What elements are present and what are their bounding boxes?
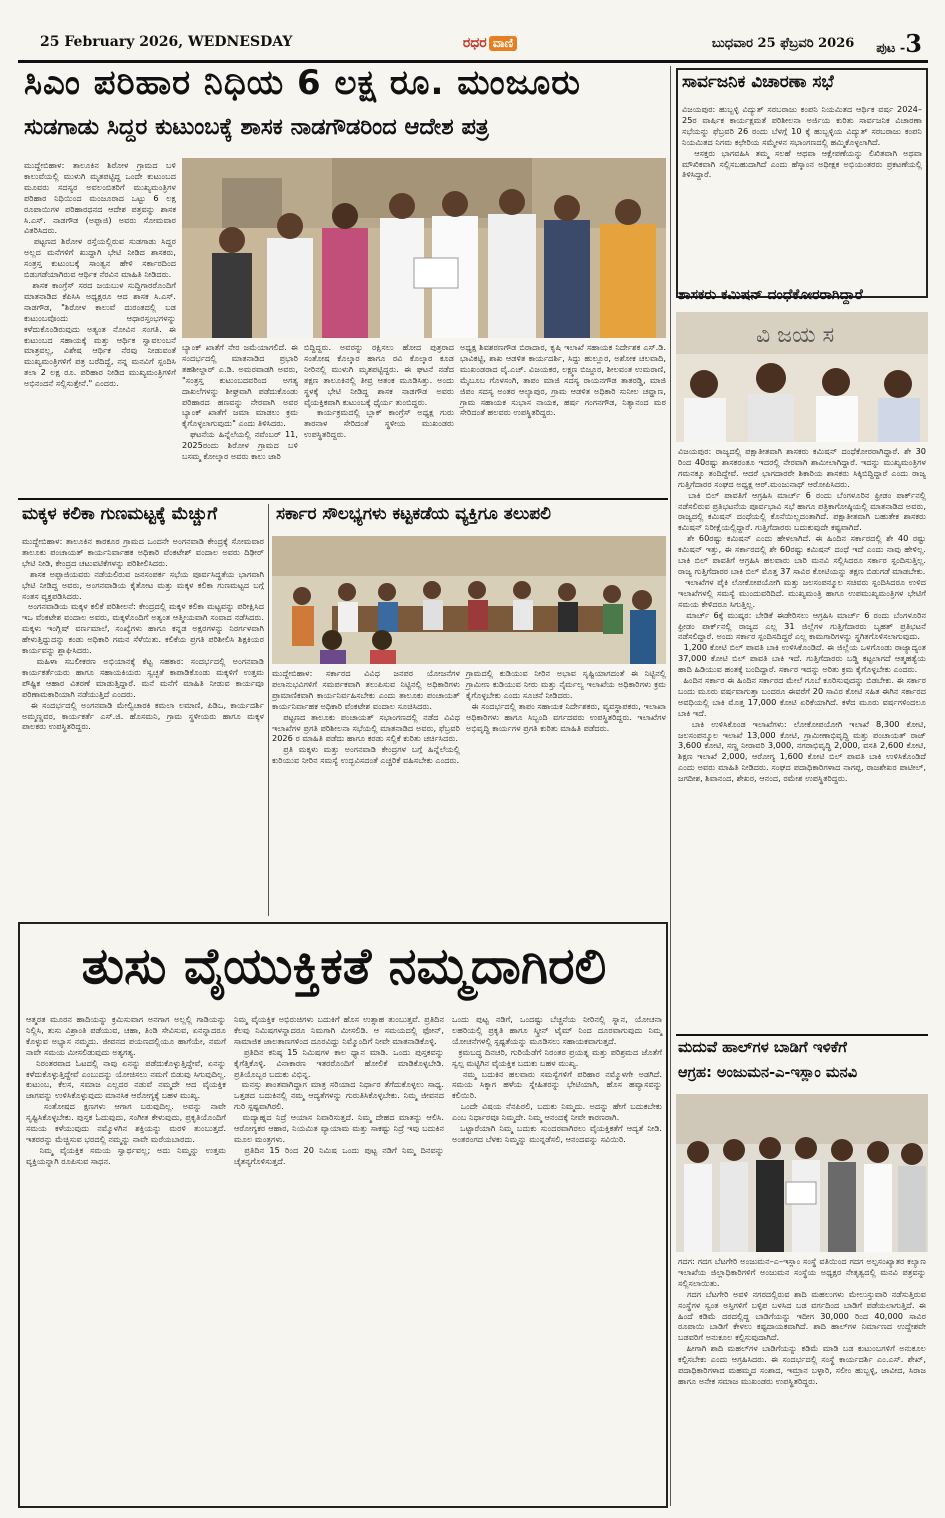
lead-bottom-rule xyxy=(18,498,668,500)
govt-headline: ಸರ್ಕಾರ ಸೌಲಭ್ಯಗಳು ಕಟ್ಟಕಡೆಯ ವ್ಯಕ್ತಿಗೂ ತಲುಪಲಿ xyxy=(276,504,551,524)
mla-headline: ಶಾಸಕರು ಕಮಿಷನ್ ದಂಧೆಕೋರರಾಗಿದ್ದಾರೆ xyxy=(678,287,863,303)
kids-headline: ಮಕ್ಕಳ ಕಲಿಕಾ ಗುಣಮಟ್ಟಕ್ಕೆ ಮೆಚ್ಚುಗೆ xyxy=(22,504,218,524)
govt-photo xyxy=(272,536,666,664)
right-top-body: ವಿಜಯಪುರ: ಹುಬ್ಬಳ್ಳಿ ವಿದ್ಯುತ್ ಸರಬರಾಜು ಕಂಪನಿ ನಿಯಮಿತದ ಆರ್ಥಿಕ ವರ್ಷ 2024–25ರ ವಾರ್ಷಿಕ ಕಾರ್ಯಕ್ಷಮತೆ ಪರಿಶೀಲನಾ ಅರ್ಜಿಯ ಕುರಿತು ಸಾರ್ವಜನಿಕ ವಿಚಾರಣಾ ಸಭೆಯನ್ನು ಫೆಬ್ರವರಿ 26 ರಂದು ಬೆಳಗ್ಗೆ 10 ಕ್ಕೆ ಹುಬ್ಬಳ್ಳಿಯ ವಿದ್ಯುತ್ ಸರಬರಾಜು ಕಂಪನಿ ನಿಯಮಿತದ ನಿಗಮ ಕಛೇರಿಯ ಸಮ್ಮೇಳನ ಸಭಾಂಗಣದಲ್ಲಿ ಹಮ್ಮಿಕೊಳ್ಳಲಾಗಿದೆ. ಆಸಕ್ತರು ಭಾಗವಹಿಸಿ ತಮ್ಮ ಸಲಹೆ ಆಥವಾ ಆಕ್ಷೇಪಣೆಯನ್ನು ಲಿಖಿತವಾಗಿ ಅಥವಾ ಮೌಖಿಕವಾಗಿ ಸಲ್ಲಿಸಬಹುದಾಗಿದೆ ಎಂದು ಹೆಸ್ಕಾಂನ ಅಧೀಕ್ಷಕ ಅಭಿಯಂತರರು ಪ್ರಕಟಣೆಯಲ್ಲಿ ತಿಳಿಸಿದ್ದಾರೆ. xyxy=(682,104,922,180)
masthead-right xyxy=(640,28,922,58)
lead-body-col4: ಅಧ್ಯಕ್ಷ ಶಿವಶರಣಗೌಡ ಬಿರಾದಾರ, ಕೃಷಿ ಇಲಾಖೆ ಸಹಾಯಕ ನಿರ್ದೇಶಕ ಎಸ್.ಡಿ. ಭಾವಿಕಟ್ಟಿ, ಶಾಖ ಆಡಳಿತ ಕಾರ್ಯದರ್ಶಿ, ಸಿದ್ದು ಹುಲ್ಲೂರ, ಅಶೋಕ ಚಲವಾದಿ, ಮುಖಂಡರಾದ ವೈ.ಎಚ್. ವಿಜಯಕರ, ಲಕ್ಷ್ಮಣ ಬಿಜ್ಜೂರ, ಶೀಲವಂತ ಉಮರಾಣಿ, ಮೈಬೂಬ ಗೊಳಸಂಗಿ, ತಾಪಂ ಮಾಜಿ ಸದಸ್ಯ ರಾಯನಗೌಡ ತಾತರಡ್ಡಿ, ಮಾಜಿ ಜಿಪಂ ಸದಸ್ಯ ಅಂತರ ಆಲ್ಯಾಪುರ, ಗ್ರಾಮ ಆಡಳಿತ ಅಧಿಕಾರಿ ಸುನೀಲ ಚವ್ಹಾಣ, ಗ್ರಾಮ ಸಹಾಯಕ ಸುಭಾಸ ನಾಯಕ, ಹರ್ಷ ಗಂಗನಗೌಡ, ನಿತ್ಯಾನಂದ ಮಠ ಸೇರಿದಂತೆ ಹಲವರು ಉಪಸ್ಥಿತರಿದ್ದರು. xyxy=(460,342,669,418)
hall-photo-illustration xyxy=(676,1094,928,1252)
hall-photo xyxy=(676,1094,928,1252)
svg-text:ವಿ ಜಯ ಸ: ವಿ ಜಯ ಸ xyxy=(756,323,835,348)
masthead-date-english: 25 February 2026, WEDNESDAY xyxy=(40,34,293,50)
logo-main-text: ರಧರ xyxy=(462,35,487,51)
govt-body-col2: ಗ್ರಾಮದಲ್ಲಿ ಕುಡಿಯುವ ನೀರಿನ ಅಭಾವ ಸೃಷ್ಟಿಯಾಗದಂತೆ ಈ ನಿಟ್ಟಿನಲ್ಲಿ ಗ್ರಾಮೀಣ ಕುಡಿಯುವ ನೀರು ಮತ್ತು ನೈರ್ಮಲ್ಯ ಇಲಾಖೆಯ ಅಧಿಕಾರಿಗಳು ಕ್ರಮ ಕೈಗೊಳ್ಳಬೇಕು ಎಂದು ಸೂಚನೆ ನೀಡಿದರು. ಈ ಸಂದರ್ಭದಲ್ಲಿ ತಾಪಂ ಸಹಾಯಕ ನಿರ್ದೇಶಕರು, ವ್ಯವಸ್ಥಾಪಕರು, ಇಲಾಖಾ ಅಧಿಕಾರಿಗಳು ಹಾಗೂ ಸಿಬ್ಬಂದಿ ವರ್ಗದವರು ಉಪಸ್ಥಿತರಿದ್ದರು. ಇಲಾಖೆಗಳ ಅಭಿವೃದ್ಧಿ ಕಾರ್ಯಗಳ ಪ್ರಗತಿ ಕುರಿತು ಮಾಹಿತಿ ಪಡೆದರು. xyxy=(466,668,666,733)
masthead-logo xyxy=(430,32,550,54)
editorial-headline: ತುಸು ವೈಯುಕ್ತಿಕತೆ ನಮ್ಮದಾಗಿರಲಿ xyxy=(81,937,607,995)
mla-photo-illustration xyxy=(676,312,928,442)
kids-body: ಮುದ್ದೇಬಿಹಾಳ: ತಾಲೂಕಿನ ಕಾರಕೂರ ಗ್ರಾಮದ ಒಂದನೇ ಅಂಗನವಾಡಿ ಕೇಂದ್ರಕ್ಕೆ ಸೋಮವಾರ ತಾಲೂಕು ಪಂಚಾಯತ್ ಕಾರ್ಯನಿರ್ವಾಹಕ ಅಧಿಕಾರಿ ವೆಂಕಟೇಶ್ ವಂದಾಲ ಅವರು ದಿಢೀರ್ ಭೇಟಿ ನೀಡಿ, ಕೇಂದ್ರದ ಚಟುವಟಿಕೆಗಳನ್ನು ಪರಿಶೀಲಿಸಿದರು. ಶಾಸಕ ಅಪ್ಪಾಜಿಯವರು ನಡೆಯಲಿರುವ ಜನಸಂಪರ್ಕ ಸಭೆಯ ಪೂರ್ವಸಿದ್ಧತೆಯ ಭಾಗವಾಗಿ ಭೇಟಿ ನೀಡಿದ್ದ ಅವರು, ಅಂಗನವಾಡಿಯ ಕೈತೋಟ ಮತ್ತು ಮಕ್ಕಳ ಕಲಿಕಾ ಗುಣಮಟ್ಟದ ಬಗ್ಗೆ ಸಂತಸ ವ್ಯಕ್ತಪಡಿಸಿದರು. ಅಂಗನವಾಡಿಯ ಮಕ್ಕಳ ಕಲಿಕೆ ಪರಿಶೀಲನೆ: ಕೇಂದ್ರದಲ್ಲಿ ಮಕ್ಕಳ ಕಲಿಕಾ ಮಟ್ಟವನ್ನು ಪರೀಕ್ಷಿಸಿದ ಇಒ ವೆಂಕಟೇಶ ವಂದಾಲ ಅವರು, ಮಕ್ಕಳೊಂದಿಗೆ ಅತ್ಯಂತ ಆತ್ಮೀಯವಾಗಿ ಸಂವಾದ ನಡೆಸಿದರು. ಮಕ್ಕಳು ಇಂಗ್ಲಿಷ್ ವರ್ಣಮಾಲೆ, ಸಂಖ್ಯೆಗಳು ಹಾಗೂ ಕನ್ನಡ ಅಕ್ಷರಗಳನ್ನು ನಿರರ್ಗಳವಾಗಿ ಹೇಳುತ್ತಿದ್ದುದನ್ನು ಕಂಡು ಅಧಿಕಾರಿ ಗಮನ ಸೆಳೆಯಿತು. ಕಲಿಕೆಯ ಪ್ರಗತಿ ಪರಿಶೀಲಿಸಿ ಶಿಕ್ಷಕಿಯರ ಕಾರ್ಯವನ್ನು ಶ್ಲಾಘಿಸಿದರು. ಮಹಿಳಾ ಸಬಲೀಕರಣ ಅಭಿಯಾನಕ್ಕೆ ಕೆಟ್ಟ ಸಹಕಾರ: ಸಂದರ್ಭದಲ್ಲಿ ಅಂಗನವಾಡಿ ಕಾರ್ಯಕರ್ತೆಯರು ಹಾಗೂ ಸಹಾಯಕಿಯರು ಸ್ವಚ್ಛತೆ ಕಾಪಾಡಿಕೊಂಡು ಮಕ್ಕಳಿಗೆ ಉತ್ತಮ ಪೌಷ್ಟಿಕ ಆಹಾರ ವಿತರಣೆ ಮಾಡುತ್ತಿದ್ದಾರೆ. ಮನೆ ಮನೆಗೆ ಮಾಹಿತಿ ನೀಡುವ ಕಾರ್ಯವೂ ಪರಿಣಾಮಕಾರಿಯಾಗಿ ನಡೆಯುತ್ತಿದೆ ಎಂದರು. ಈ ಸಂದರ್ಭದಲ್ಲಿ ಅಂಗನವಾಡಿ ಮೇಲ್ವಿಚಾರಕಿ ಕಮಲಾ ಲಮಾಣಿ, ಪಿಡಿಒ, ಕಾರ್ಯದರ್ಶಿ ಅಮ್ಮಣ್ಣವರ, ಕಾರ್ಯಕರ್ತೆ ಎಸ್.ಜಿ. ಹೊಸಮನಿ, ಗ್ರಾಮ ಸ್ಥಳೀಯರು ಹಾಗೂ ಮಕ್ಕಳ ಪಾಲಕರು ಉಪಸ್ಥಿತರಿದ್ದರು. xyxy=(22,536,264,732)
right-top-headline: ಸಾರ್ವಜನಿಕ ವಿಚಾರಣಾ ಸಭೆ xyxy=(682,72,834,92)
kids-govt-divider xyxy=(268,504,269,916)
hall-headline-1: ಮದುವೆ ಹಾಲ್‌ಗಳ ಬಾಡಿಗೆ ಇಳಿಕೆಗೆ xyxy=(678,1038,847,1056)
govt-body-col1: ಮುದ್ದೇಬಿಹಾಳ: ಸರ್ಕಾರದ ವಿವಿಧ ಜನಪರ ಯೋಜನೆಗಳ ಪಲಾನುಭವಿಗಳಿಗೆ ಸಮರ್ಪಕವಾಗಿ ತಲುಪಿಸುವ ನಿಟ್ಟಿನಲ್ಲಿ ಅಧಿಕಾರಿಗಳು ಪ್ರಾಮಾಣಿಕವಾಗಿ ಕಾರ್ಯನಿರ್ವಹಿಸಬೇಕು ಎಂದು ತಾಲೂಕು ಪಂಚಾಯತ್ ಕಾರ್ಯನಿರ್ವಾಹಕ ಅಧಿಕಾರಿ ವೆಂಕಟೇಶ ವಂದಾಲ ಸೂಚಿಸಿದರು. ಪಟ್ಟಣದ ತಾಲೂಕು ಪಂಚಾಯತ್ ಸಭಾಂಗಣದಲ್ಲಿ ನಡೆದ ವಿವಿಧ ಇಲಾಖೆಗಳ ಪ್ರಗತಿ ಪರಿಶೀಲನಾ ಸಭೆಯಲ್ಲಿ ಮಾತನಾಡಿದ ಅವರು, ಫೆಬ್ರವರಿ 2026 ರ ಮಾಹಿತಿ ಪಡೆದು ಹಾಗೂ ಕರಡು ಸಲ್ಲಿಕೆ ಕುರಿತು ಚರ್ಚಿಸಿದರು. ಪ್ರತಿ ಮಕ್ಕಳು ಮತ್ತು ಅಂಗನವಾಡಿ ಕೇಂದ್ರಗಳ ಬಗ್ಗೆ ಹಿನ್ನೆಲೆಯಲ್ಲಿ ಕುರಿಯುವ ನೀರಿನ ಸಮಸ್ಯೆ ಉದ್ಭವಿಸದಂತೆ ಎಚ್ಚರಿಕೆ ವಹಿಸಬೇಕು ಎಂದರು. xyxy=(272,668,460,766)
page-number: 3 xyxy=(905,28,922,58)
lead-subhead: ಸುಡಗಾಡು ಸಿದ್ದರ ಕುಟುಂಬಕ್ಕೆ ಶಾಸಕ ನಾಡಗೌಡರಿಂದ ಆದೇಶ ಪತ್ರ xyxy=(24,114,489,140)
masthead-date-kannada: ಬುಧವಾರ 25 ಫೆಬ್ರವರಿ 2026 xyxy=(711,35,855,51)
lead-body-col1: ಮುದ್ದೇಬಿಹಾಳ: ತಾಲೂಕಿನ ಶಿರೋಳ ಗ್ರಾಮದ ಬಳಿ ಕಾಲುವೆಯಲ್ಲಿ ಮುಳುಗಿ ಮೃತಪಟ್ಟಿದ್ದ ಒಂದೇ ಕುಟುಂಬದ ಮೂವರು ಸದಸ್ಯರ ಅವಲಂಬಿತರಿಗೆ ಮುಖ್ಯಮಂತ್ರಿಗಳ ಪರಿಹಾರ ನಿಧಿಯಿಂದ ಮಂಜೂರಾದ ಒಟ್ಟು 6 ಲಕ್ಷ ರೂಪಾಯಿಗಳ ಪರಿಹಾರಧನದ ಆದೇಶ ಪತ್ರವನ್ನು ಶಾಸಕ ಸಿ.ಎಸ್. ನಾಡಗೌಡ (ಅಪ್ಪಾಜಿ) ಅವರು ಸೋಮವಾರ ವಿತರಿಸಿದರು. ಪಟ್ಟಣದ ಶಿರೋಳ ರಸ್ತೆಯಲ್ಲಿರುವ ಸುಡಗಾಡು ಸಿದ್ದರ ಅಲ್ಲದ ಮನೆಗಳಿಗೆ ಖುದ್ದಾಗಿ ಭೇಟಿ ನೀಡಿದ ಶಾಸಕರು, ಸಂತ್ರಸ್ತ ಕುಟುಂಬಕ್ಕೆ ಸಾಂತ್ವನ ಹೇಳಿ ಸರ್ಕಾರದಿಂದ ಬಿಡುಗಡೆಯಾಗಿರುವ ಆರ್ಥಿಕ ನೆರವಿನ ಮಾಹಿತಿ ನೀಡಿದರು. ಶಾಸಕ ಕಾಂಗ್ರೆಸ್ ಸರದ ಜಯಬುಳ ಸುದ್ದಿಗಾರರೊಂದಿಗೆ ಮಾತನಾಡಿದ ಕೆಪಿಸಿಸಿ ಅಧ್ಯಕ್ಷರೂ ಆದ ಶಾಸಕ ಸಿ.ಎಸ್. ನಾಡಗೌಡ, "ಶಿರೋಳ ಕಾಲುವೆ ದುರಂತದಲ್ಲಿ ಬಡ ಕುಟುಂಬವೊಂದು ಆಧಾರಸ್ತಂಭಗಳನ್ನು ಕಳೆದುಕೊಂಡಿರುವುದು ಅತ್ಯಂತ ನೋವಿನ ಸಂಗತಿ. ಈ ಕುಟುಂಬದ ಸಹಾಯಕ್ಕೆ ಮತ್ತು ಆರ್ಥಿಕ ಸ್ವಾವಲಂಬನೆ ಮಾತ್ರವಲ್ಲ, ವಿಶೇಷ ಆರ್ಥಿಕ ನೆರವು ನೀಡುವಂತೆ ಮುಖ್ಯಮಂತ್ರಿಗಳಿಗೆ ಪತ್ರ ಬರೆದಿದ್ದೆ, ನನ್ನ ಮನವಿಗೆ ಸ್ಪಂದಿಸಿ ತಲಾ 2 ಲಕ್ಷ ರೂ. ಪರಿಹಾರ ನೀಡಿದ ಮುಖ್ಯಮಂತ್ರಿಗಳಿಗೆ ಅಭಿನಂದನೆ ಸಲ್ಲಿಸುತ್ತೇನೆ." ಎಂದರು. xyxy=(24,160,176,389)
editorial-body-col2: ನಿಮ್ಮ ವೈಯಕ್ತಿಕ ಅಭಿರುಚಿಗಳು ಬದುಕಿಗೆ ಹೊಸ ಉತ್ಸಾಹ ತುಂಬುತ್ತವೆ. ಪ್ರತಿದಿನ ಕೆಲವು ನಿಮಿಷಗಳನ್ನಾದರೂ ನಿಮಗಾಗಿ ಮೀಸಲಿಡಿ. ಆ ಸಮಯದಲ್ಲಿ ಫೋನ್, ಸಾಮಾಜಿಕ ಜಾಲತಾಣಗಳಿಂದ ದೂರವಿದ್ದು ನಿಮ್ಮೊಂದಿಗೆ ನೀವೇ ಮಾತನಾಡಿಕೊಳ್ಳಿ. ಪ್ರತಿದಿನ ಕನಿಷ್ಠ 15 ನಿಮಿಷಗಳ ಕಾಲ ಧ್ಯಾನ ಮಾಡಿ. ಒಂದು ಪುಸ್ತಕವನ್ನು ಕೈಗೆತ್ತಿಕೊಳ್ಳಿ. ವಿನಾಕಾರಣ ಇತರರೊಂದಿಗೆ ಹೋಲಿಕೆ ಮಾಡಿಕೊಳ್ಳಬೇಡಿ. ಪ್ರತಿಯೊಬ್ಬರ ಬದುಕು ವಿಭಿನ್ನ. ಮನಸ್ಸು ಶಾಂತವಾಗಿದ್ದಾಗ ಮಾತ್ರ ಸರಿಯಾದ ನಿರ್ಧಾರ ತೆಗೆದುಕೊಳ್ಳಲು ಸಾಧ್ಯ. ಒತ್ತಡದ ಬದುಕಿನಲ್ಲಿ ನಮ್ಮ ಆದ್ಯತೆಗಳನ್ನು ಗುರುತಿಸಿಕೊಳ್ಳಬೇಕು. ನಿಮ್ಮ ಜೀವನದ ಗುರಿ ಸ್ಪಷ್ಟವಾಗಿರಲಿ. ಮದ್ಯಾಹ್ನದ ನಿದ್ರೆ ಆಯಾಸ ನಿವಾರಿಸುತ್ತದೆ. ನಿಮ್ಮ ದೇಹದ ಮಾತನ್ನು ಆಲಿಸಿ. ಆರೋಗ್ಯಕರ ಆಹಾರ, ನಿಯಮಿತ ವ್ಯಾಯಾಮ ಮತ್ತು ಸಾಕಷ್ಟು ನಿದ್ರೆ ಇವು ಬದುಕಿನ ಮೂಲ ಮಂತ್ರಗಳು. ಪ್ರತಿದಿನ 15 ರಿಂದ 20 ನಿಮಿಷ ಒಂದು ಪುಟ್ಟ ನಡಿಗೆ ನಿಮ್ಮ ದಿನವನ್ನು ಚೈತನ್ಯಗೊಳಿಸುತ್ತದೆ. xyxy=(234,1014,444,1166)
editorial-body-col3: ಒಂದು ಪುಟ್ಟ ನಡಿಗೆ, ಒಂದಷ್ಟು ಬೆಚ್ಚನೆಯ ನೀರಿನಲ್ಲಿ ಸ್ನಾನ, ಯೋಚನಾ ಲಹರಿಯಲ್ಲಿ ಪ್ರಕೃತಿ ಹಾಗೂ ಸ್ಕ್ರೀನ್ ಟೈಮ್ ನಿಂದ ದೂರವಾಗುವುದು ನಿಮ್ಮ ಯೋಚನೆಗಳಲ್ಲಿ ಸ್ಪಷ್ಟತೆಯನ್ನು ಮೂಡಿಸಲು ಸಹಾಯಕವಾಗುತ್ತದೆ. ಕ್ರಮಬದ್ಧ ದಿನಚರಿ, ಗುರಿಯೆಡೆಗೆ ನಿರಂತರ ಪ್ರಯತ್ನ ಮತ್ತು ಪರಿಶ್ರಮದ ಜೊತೆಗೆ ಸ್ವಲ್ಪ ಮಟ್ಟಿಗಿನ ವೈಯಕ್ತಿಕ ಬದುಕು ಬಹಳ ಮುಖ್ಯ. ನಮ್ಮ ಬದುಕಿನ ಹಲವಾರು ಸಮಸ್ಯೆಗಳಿಗೆ ಪರಿಹಾರ ನಮ್ಮೊಳಗೇ ಅಡಗಿದೆ. ಸಮಯ ಸಿಕ್ಕಾಗ ಹಳೆಯ ಸ್ನೇಹಿತರನ್ನು ಭೇಟಿಯಾಗಿ, ಹೊಸ ಹವ್ಯಾಸವನ್ನು ಕಲಿಯಿರಿ. ಒಂದೇ ವಿಷಯ ನೆನಪಿರಲಿ, ಬದುಕು ನಿಮ್ಮದು. ಅದನ್ನು ಹೇಗೆ ಬದುಕಬೇಕು ಎಂಬ ನಿರ್ಧಾರವೂ ನಿಮ್ಮದೇ. ನಿಮ್ಮ ಆನಂದಕ್ಕೆ ನೀವೇ ಕಾರಣರಾಗಿ. ಒಟ್ಟಾರೆಯಾಗಿ ನಿಮ್ಮ ಬದುಕು ಸುಂದರವಾಗಿರಲು ವೈಯಕ್ತಿಕತೆಗೆ ಆದ್ಯತೆ ನೀಡಿ. ಅಂತರಂಗದ ಬೆಳಕು ನಿಮ್ಮನ್ನು ಮುನ್ನಡೆಸಲಿ, ಆನಂದವನ್ನು ಸವಿಯಿರಿ. xyxy=(452,1014,662,1144)
lead-body-col3: ಬಿದ್ದಿದ್ದರು. ಅವರನ್ನು ರಕ್ಷಿಸಲು ಹೋದ ಪುತ್ರರಾದ ಸಂತೋಷ ಕೊಲ್ಕಾರ ಹಾಗೂ ರವಿ ಕೊಲ್ಕಾರ ಕೂಡ ನೀರಿನಲ್ಲಿ ಮುಳುಗಿ ಮೃತಪಟ್ಟಿದ್ದರು. ಈ ಘಟನೆ ನಡೆದ ತಕ್ಷಣ ತಾಲೂಕಿನಲ್ಲಿ ತೀವ್ರ ಆತಂಕ ಮೂಡಿಸಿತ್ತು. ಅಂದು ಸ್ಥಳಕ್ಕೆ ಭೇಟಿ ನೀಡಿದ್ದ ಶಾಸಕ ನಾಡಗೌಡ ಅವರು ವೈಯಕ್ತಿಕವಾಗಿ ಕುಟುಂಬಕ್ಕೆ ಧೈರ್ಯ ತುಂಬಿದ್ದರು. ಕಾರ್ಯಕ್ರಮದಲ್ಲಿ ಬ್ಲಾಕ್ ಕಾಂಗ್ರೆಸ್ ಅಧ್ಯಕ್ಷ ಗುರು ತಾರನಾಳ ಸೇರಿದಂತೆ ಸ್ಥಳೀಯ ಮುಖಂಡರು ಉಪಸ್ಥಿತರಿದ್ದರು. xyxy=(304,342,454,440)
hall-headline-2: ಆಗ್ರಹ: ಅಂಜುಮನ-ಎ-ಇಸ್ಲಾಂ ಮನವಿ xyxy=(678,1065,858,1081)
lead-headline: ಸಿಎಂ ಪರಿಹಾರ ನಿಧಿಯ 6 ಲಕ್ಷ ರೂ. ಮಂಜೂರು xyxy=(24,63,581,103)
editorial-body-col1: ಆತ್ಮರತ ಮೂರನ ಹಾದಿಯನ್ನು ಕ್ರಮಿಸುವಾಗ ಅನಗಾಗ ಅಲ್ಲಲ್ಲಿ ಗಾಡಿಯನ್ನು ನಿಲ್ಲಿಸಿ, ತುಸು ವಿಶ್ರಾಂತಿ ಪಡೆಯುವ, ಚಹಾ, ತಿಂಡಿ ಸೇವಿಸುವ, ಏನನ್ನಾದರೂ ಕೊಳ್ಳುವ ಅಭ್ಯಾಸ ನಮ್ಮದು. ಜೀವನದ ಪಯಣದಲ್ಲಿಯೂ ಹಾಗೆಯೇ, ನಮಗೆ ನಾವೇ ಸಮಯ ಮೀಸಲಿಡುವುದು ಅತ್ಯಗತ್ಯ. ನಿರಂತರವಾದ ಓಟದಲ್ಲಿ ನಾವು ಏನನ್ನು ಪಡೆದುಕೊಳ್ಳುತ್ತಿದ್ದೇವೆ, ಏನನ್ನು ಕಳೆದುಕೊಳ್ಳುತ್ತಿದ್ದೇವೆ ಎಂಬುದನ್ನು ಯೋಚಿಸಲು ನಮಗೆ ಬಿಡುವು ಸಿಗುವುದಿಲ್ಲ. ಕುಟುಂಬ, ಕೆಲಸ, ಸಮಾಜ ಎಲ್ಲದರ ನಡುವೆ ನಮ್ಮದೇ ಆದ ವೈಯಕ್ತಿಕ ಜಾಗವನ್ನು ಉಳಿಸಿಕೊಳ್ಳುವುದು ಮಾನಸಿಕ ಆರೋಗ್ಯಕ್ಕೆ ಬಹಳ ಮುಖ್ಯ. ಸಂತೋಷದ ಕ್ಷಣಗಳು ಆಗಾಗ ಬರುವುದಿಲ್ಲ. ಅವನ್ನು ನಾವೇ ಸೃಷ್ಟಿಸಿಕೊಳ್ಳಬೇಕು. ಪುಸ್ತಕ ಓದುವುದು, ಸಂಗೀತ ಕೇಳುವುದು, ಪ್ರಕೃತಿಯೊಂದಿಗೆ ಸಮಯ ಕಳೆಯುವುದು ನಮ್ಮೊಳಗಿನ ಶಕ್ತಿಯನ್ನು ಮರಳಿ ತುಂಬುತ್ತದೆ. ಇತರರನ್ನು ಮೆಚ್ಚಿಸುವ ಭರದಲ್ಲಿ ನಮ್ಮನ್ನು ನಾವೇ ಮರೆಯಬಾರದು. ನಿಮ್ಮ ವೈಯಕ್ತಿಕ ಸಮಯ ಸ್ವಾರ್ಥವಲ್ಲ; ಅದು ನಿಮ್ಮನ್ನು ಉತ್ತಮ ವ್ಯಕ್ತಿಯನ್ನಾಗಿ ರೂಪಿಸುವ ಸಾಧನ. xyxy=(26,1014,226,1166)
mla-body: ವಿಜಯಪುರ: ರಾಜ್ಯದಲ್ಲಿ ಪಕ್ಷಾತೀತವಾಗಿ ಶಾಸಕರು ಕಮಿಷನ್ ದಂಧೆಕೋರರಾಗಿದ್ದಾರೆ. ಶೇ 30 ರಿಂದ 40ರಷ್ಟು ಶಾಸಕರಂತೂ ಇದರಲ್ಲಿ ನೇರವಾಗಿ ಶಾಮೀಲಾಗಿದ್ದಾರೆ. ಇದನ್ನು ಮುಖ್ಯಮಂತ್ರಿಗಳ ಗಮನಕ್ಕೂ ತಂದಿದ್ದೇವೆ. ಆದರೆ ಭಾಗದಾರರೇ ಶಿಕಾರಿಯ ಶಾಸಕರು ಸಿಕ್ಕಿಬಿದ್ದಿದ್ದಾರೆ ಎಂದು ರಾಜ್ಯ ಗುತ್ತಿಗೆದಾರರ ಸಂಘದ ಅಧ್ಯಕ್ಷ ಆರ್.ಮಂಜುನಾಥ್ ಆರೋಪಿಸಿದರು. ಬಾಕಿ ಬಿಲ್ ಪಾವತಿಗೆ ಆಗ್ರಹಿಸಿ ಮಾರ್ಚ್ 6 ರಂದು ಬೆಂಗಳೂರಿನ ಫ್ರೀಡಂ ಪಾರ್ಕ್‌ನಲ್ಲಿ ನಡೆಸಲಿರುವ ಪ್ರತಿಭಟನೆಯ ಪೂರ್ವಭಾವಿ ಸಭೆ ಹಾಗೂ ಪತ್ರಿಕಾಗೋಷ್ಠಿಯಲ್ಲಿ ಮಾತನಾಡಿದ ಅವರು, ರಾಜ್ಯದಲ್ಲಿ ಕಮಿಷನ್ ದಂಧೆಯಲ್ಲಿ ಕೊನೆಯಿಲ್ಲದಂತಾಗಿದೆ. ಪಕ್ಷಾತೀತವಾಗಿ ಬಹುತೇಕ ಶಾಸಕರು ಕಮಿಷನ್ ನಿರೀಕ್ಷೆಯಲ್ಲಿದ್ದಾರೆ. ಗುತ್ತಿಗೆದಾರರು ಬದುಕುವುದೇ ಕಷ್ಟವಾಗಿದೆ. ಶೇ 60ರಷ್ಟು ಕಮಿಷನ್ ಎಂದು ಹೇಳಲಾಗಿದೆ. ಈ ಹಿಂದಿನ ಸರ್ಕಾರದಲ್ಲಿ ಶೇ 40 ರಷ್ಟು ಕಮಿಷನ್ ಇತ್ತು, ಈ ಸರ್ಕಾರದಲ್ಲಿ ಶೇ 60ರಷ್ಟು ಕಮಿಷನ್ ದಂಧೆ ಇದೆ ಎಂದು ನಾವು ಹೇಳಿಲ್ಲ. ಬಾಕಿ ಬಿಲ್ ಪಾವತಿಗೆ ಆಗ್ರಹಿಸಿ ಹಲವಾರು ಬಾರಿ ಮನವಿ ಸಲ್ಲಿಸಿದರೂ ಸರ್ಕಾರ ಸ್ಪಂದಿಸುತ್ತಿಲ್ಲ. ರಾಜ್ಯ ಗುತ್ತಿಗೆದಾರರ ಬಾಕಿ ಬಿಲ್ ಮೊತ್ತ 37 ಸಾವಿರ ಕೋಟಿಯನ್ನು ತಕ್ಷಣ ಬಿಡುಗಡೆ ಮಾಡಬೇಕು. ಇಲಾಖೆಗಳ ಪೈಕಿ ಲೋಕೋಪಯೋಗಿ ಮತ್ತು ಜಲಸಂಪನ್ಮೂಲ ಸಚಿವರು ಸ್ಪಂದಿಸಿದರೂ ಉಳಿದ ಇಲಾಖೆಗಳಲ್ಲಿ ಸಮಸ್ಯೆ ಮುಂದುವರಿದಿದೆ. ಮುಖ್ಯಮಂತ್ರಿ ಹಾಗೂ ಉಪಮುಖ್ಯಮಂತ್ರಿಗಳ ಭೇಟಿಗೆ ಸಮಯ ಕೇಳಿದರೂ ಸಿಗುತ್ತಿಲ್ಲ. ಮಾರ್ಚ್ 6ಕ್ಕೆ ಮುಷ್ಕರ: ಬೇಡಿಕೆ ಈಡೇರಿಸಲು ಆಗ್ರಹಿಸಿ ಮಾರ್ಚ್ 6 ರಂದು ಬೆಂಗಳೂರಿನ ಫ್ರೀಡಂ ಪಾರ್ಕ್‌ನಲ್ಲಿ ರಾಜ್ಯದ ಎಲ್ಲ 31 ಜಿಲ್ಲೆಗಳ ಗುತ್ತಿಗೆದಾರರು ಬೃಹತ್ ಪ್ರತಿಭಟನೆ ನಡೆಸಲಿದ್ದಾರೆ. ಅಂದು ಸರ್ಕಾರ ಸ್ಪಂದಿಸದಿದ್ದರೆ ಎಲ್ಲ ಕಾಮಗಾರಿಗಳನ್ನು ಸ್ಥಗಿತಗೊಳಿಸಲಾಗುವುದು. 1,200 ಕೋಟಿ ಬಿಲ್ ಪಾವತಿ ಬಾಕಿ ಉಳಿಸಿಕೊಂಡಿದೆ. ಈ ಜಿಲ್ಲೆಯ ಒಳಗೊಂಡು ರಾಜ್ಯಾದ್ಯಂತ 37,000 ಕೋಟಿ ಬಿಲ್ ಪಾವತಿ ಬಾಕಿ ಇದೆ. ಗುತ್ತಿಗೆದಾರರು ಬಡ್ಡಿ ಕಟ್ಟಲಾಗದೆ ಆತ್ಮಹತ್ಯೆಯ ಹಾದಿ ಹಿಡಿಯುವ ಹಂತಕ್ಕೆ ಬಂದಿದ್ದಾರೆ. ಸರ್ಕಾರ ಇದನ್ನು ಅರಿತು ಕ್ರಮ ಕೈಗೊಳ್ಳಬೇಕು ಎಂದರು. ಹಿಂದಿನ ಸರ್ಕಾರ ಈ ಹಿಂದಿನ ಸರ್ಕಾರದ ಮೇಲೆ ಗೂಬೆ ಕೂರಿಸುವುದನ್ನು ಬಿಡಬೇಕು. ಈ ಸರ್ಕಾರ ಬಂದು ಮೂರು ವರ್ಷವಾಗುತ್ತಾ ಬಂದರೂ ಈವರೆಗೆ 20 ಸಾವಿರ ಕೋಟಿ ಸಹಿತ ಈಗಿನ ಸರ್ಕಾರದ ಅವಧಿಯಲ್ಲಿ ಬಾಕಿ ಮೊತ್ತ 17,000 ಕೋಟಿ ಏರಿಕೆಯಾಗಿದೆ. ಕಳೆದ ಮೂರು ವರ್ಷಗಳಿಂದಲೂ ಬಾಕಿ ಇದೆ. ಬಾಕಿ ಉಳಿಸಿಕೊಂಡ ಇಲಾಖೆಗಳು: ಲೋಕೋಪಯೋಗಿ ಇಲಾಖೆ 8,300 ಕೋಟಿ, ಜಲಸಂಪನ್ಮೂಲ ಇಲಾಖೆ 13,000 ಕೋಟಿ, ಗ್ರಾಮೀಣಾಭಿವೃದ್ಧಿ ಮತ್ತು ಪಂಚಾಯತ್ ರಾಜ್ 3,600 ಕೋಟಿ, ಸಣ್ಣ ನೀರಾವರಿ 3,000, ನಗರಾಭಿವೃದ್ಧಿ 2,000, ವಸತಿ 2,600 ಕೋಟಿ, ಶಿಕ್ಷಣ ಇಲಾಖೆ 2,000, ಆರೋಗ್ಯ 1,600 ಕೋಟಿ ಬಿಲ್ ಪಾವತಿ ಬಾಕಿ ಉಳಿಸಿಕೊಂಡಿದೆ ಎಂದು ಅವರು ಮಾಹಿತಿ ನೀಡಿದರು. ಸಂಘದ ಪದಾಧಿಕಾರಿಗಳಾದ ನಾಗಪ್ಪ, ರಾಜಶೇಖರ ಪಾಟೀಲ್, ಜಗದೀಶ, ಶಿವಾನಂದ, ಶೇಖರ, ಆನಂದ, ರಮೇಶ ಉಪಸ್ಥಿತರಿದ್ದರು. xyxy=(678,446,926,784)
govt-photo-illustration xyxy=(272,536,666,664)
lead-photo xyxy=(182,158,666,338)
hall-top-rule xyxy=(676,1034,928,1036)
lead-photo-illustration xyxy=(182,158,666,338)
page-label: ಪುಟ - xyxy=(876,40,906,56)
hall-body: ಗದಗ: ಗದಗ ಬೆಟಗೇರಿ ಅಂಜುಮನ–ಎ–ಇಸ್ಲಾಂ ಸಂಸ್ಥೆ ವತಿಯಿಂದ ಗದಗ ಅಲ್ಪಸಂಖ್ಯಾತರ ಕಲ್ಯಾಣ ಇಲಾಖೆಯ ಜಿಲ್ಲಾಧಿಕಾರಿಗಳಿಗೆ ಅಂಜುಮನ ಸಂಸ್ಥೆಯ ಅಧ್ಯಕ್ಷರ ನೇತೃತ್ವದಲ್ಲಿ ಮನವಿ ಪತ್ರವನ್ನು ಸಲ್ಲಿಸಲಾಯಿತು. ಗದಗ ಬೆಟಗೇರಿ ಅವಳಿ ನಗರದಲ್ಲಿರುವ ಶಾದಿ ಮಹಲುಗಳು ಮೇಲುಸ್ತುವಾರಿ ನಡೆಸುತ್ತಿರುವ ಸಂಸ್ಥೆಗಳ ಸ್ವಂತ ಅಸ್ತಿಗಳಿಗೆ ಬಳ್ಳಿಪ ಬಳಸಿದ ಬಡ ವರ್ಗದಿಂದ ಬಾಡಿಗೆ ಪಡೆಯಲಾಗುತ್ತಿದೆ. ಈ ಹಿಂದೆ ಕಡಿಮೆ ದರದಲ್ಲಿದ್ದ ಬಾಡಿಗೆಯನ್ನು ಇದೀಗ 30,000 ರಿಂದ 40,000 ಸಾವಿರ ರೂಪಾಯಿ ಬಾಡಿಗೆ ಕೇಳಲು ಕಷ್ಟದಾಯಕವಾಗಿದೆ. ಶಾದಿ ಹಾಲ್‌ಗಳ ನಿರ್ಮಾಣದ ಉದ್ದೇಶವೇ ಬಡವರಿಗೆ ಅನುಕೂಲ ಕಲ್ಪಿಸುವುದಾಗಿದೆ. ಹೀಗಾಗಿ ಶಾದಿ ಮಹಲ್‌ಗಳ ಬಾಡಿಗೆಯನ್ನು ಕಡಿಮೆ ಮಾಡಿ ಬಡ ಕುಟುಂಬಗಳಿಗೆ ಅನುಕೂಲ ಕಲ್ಪಿಸಬೇಕು ಎಂದು ಆಗ್ರಹಿಸಿದರು. ಈ ಸಂದರ್ಭದಲ್ಲಿ ಸಂಸ್ಥೆ ಕಾರ್ಯದರ್ಶಿ ಎಂ.ಎಸ್. ಶೇಖ್, ಪದಾಧಿಕಾರಿಗಳಾದ ಮಹಮ್ಮದ ಸಂಶಾದ, ಇಮ್ರಾನ ಬಳ್ಳಾರಿ, ಸಲೀಂ ಹುಬ್ಬಳ್ಳಿ, ಜಾವೀದ, ಸಿರಾಜ ಹಾಗೂ ಅನೇಕ ಸಮಾಜ ಮುಖಂಡರು ಉಪಸ್ಥಿತರಿದ್ದರು. xyxy=(678,1256,926,1386)
mla-photo xyxy=(676,312,928,442)
column-divider xyxy=(670,66,671,1506)
logo-sub-text: ವಾಣಿ xyxy=(489,36,517,51)
lead-body-col2: ಬ್ಯಾಂಕ್ ಖಾತೆಗೆ ನೇರ ಜಮೆಯಾಗಲಿದೆ. ಈ ಸಂದರ್ಭದಲ್ಲಿ ಮಾತನಾಡಿದ ಪ್ರಭಾರಿ ತಹಶೀಲ್ದಾರ್ ಎ.ಡಿ. ಅಮರವಾಡಗಿ ಅವರು, "ಸಂತ್ರಸ್ತ ಕುಟುಂಬದವರಿಂದ ಅಗತ್ಯ ದಾಖಲೆಗಳನ್ನು ಶೀಘ್ರವಾಗಿ ಪಡೆದುಕೊಂಡು ಪರಿಹಾರದ ಹಣವನ್ನು ನೇರವಾಗಿ ಅವರ ಬ್ಯಾಂಕ್ ಖಾತೆಗೆ ಜಮಾ ಮಾಡಲು ಕ್ರಮ ಕೈಗೊಳ್ಳಲಾಗುವುದು" ಎಂದು ತಿಳಿಸಿದರು. ಘಟನೆಯ ಹಿನ್ನೆಲೆಯಲ್ಲಿ ನವೆಂಬರ್ 11, 2025ರಂದು ಶಿರೋಳ ಗ್ರಾಮದ ಬಳಿ ಬಸಮ್ಮ ಕೋಲ್ಕಾರ ಅವರು ಕಾಲು ಜಾರಿ xyxy=(182,342,298,462)
